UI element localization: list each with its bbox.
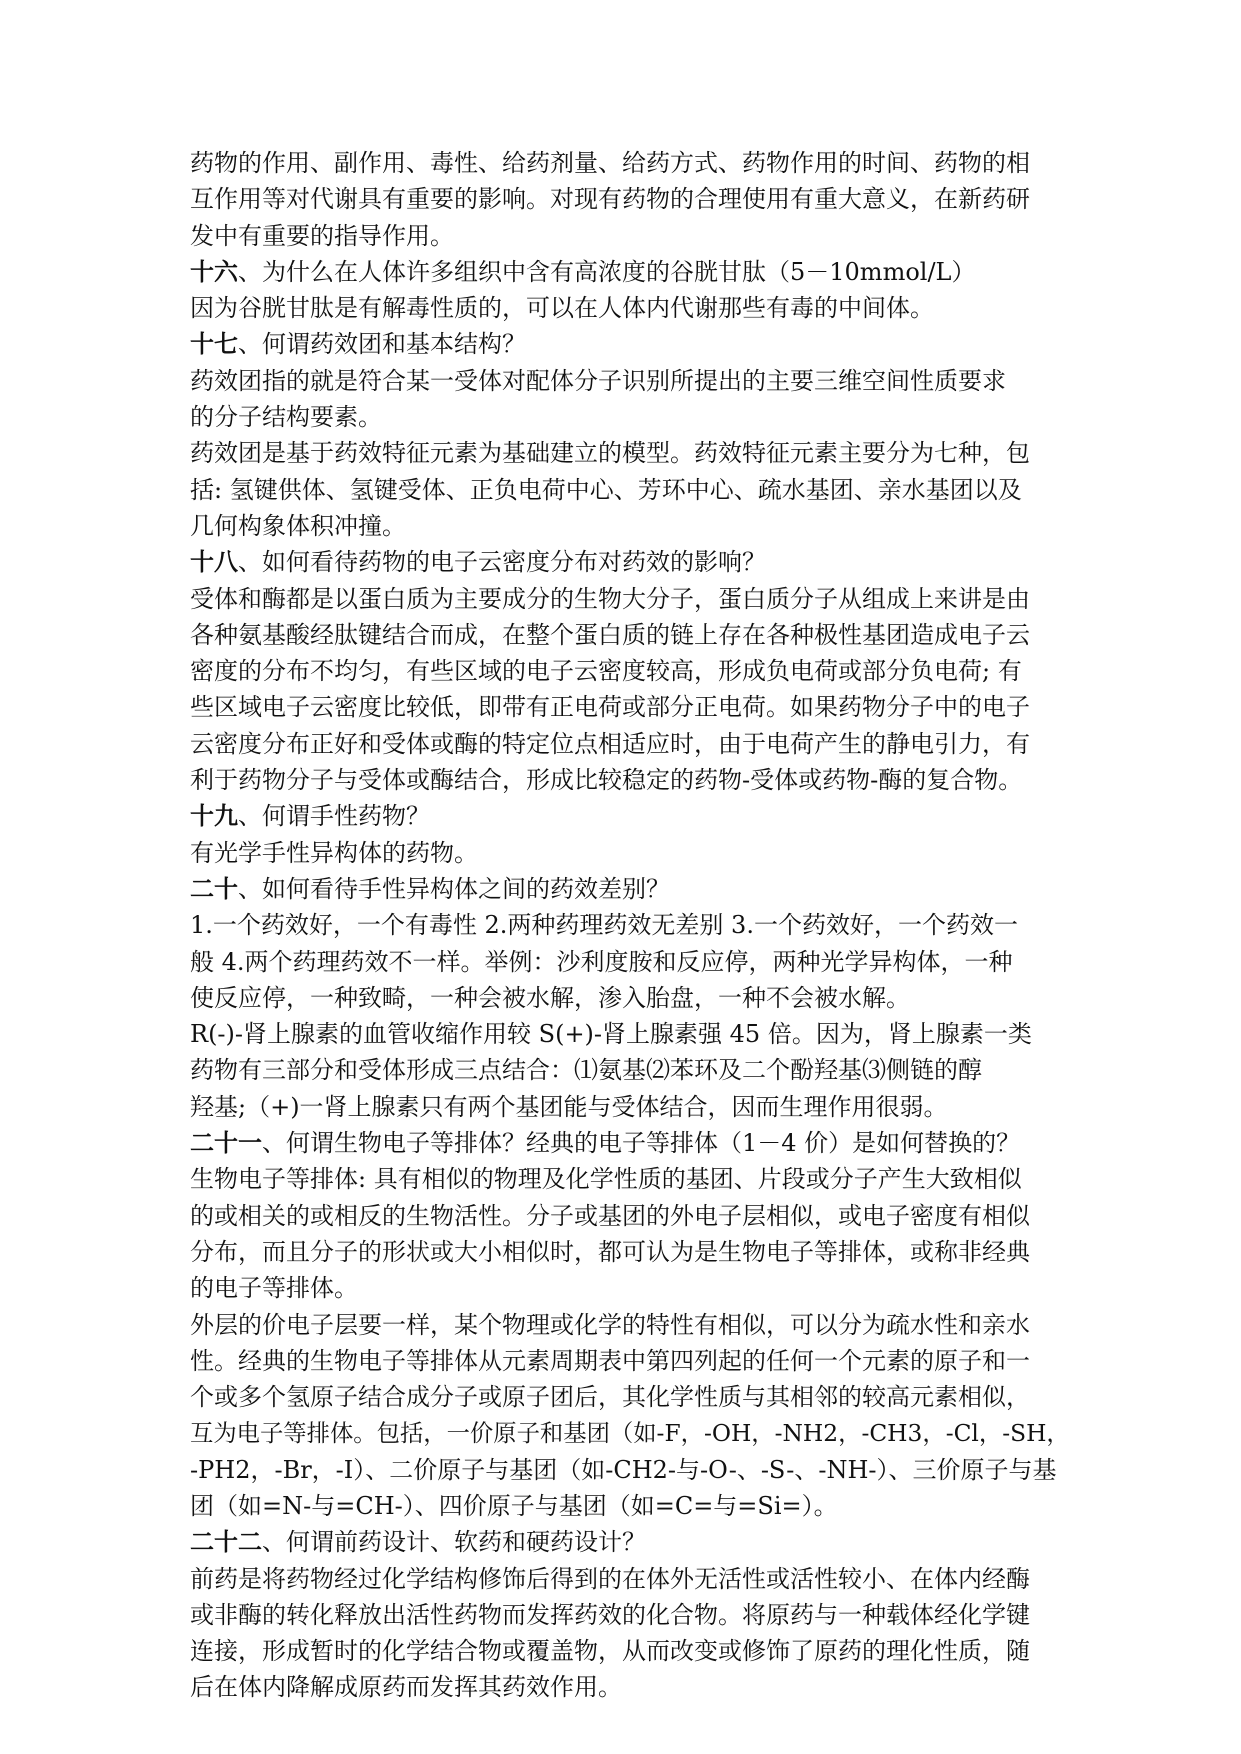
question-text: 、何谓手性药物？ — [238, 802, 430, 831]
text-line: 药物的作用、副作用、毒性、给药剂量、给药方式、药物作用的时间、药物的相 — [190, 149, 1030, 177]
text-line: 各种氨基酸经肽键结合而成，在整个蛋白质的链上存在各种极性基团造成电子云 — [190, 620, 1030, 649]
text-line: 连接，形成暂时的化学结合物或覆盖物，从而改变或修饰了原药的理化性质，随 — [190, 1637, 1030, 1666]
question-number: 二十一 — [190, 1128, 262, 1158]
question-heading — [190, 254, 1070, 290]
text-line: 使反应停，一种致畸，一种会被水解，渗入胎盘，一种不会被水解。 — [190, 983, 910, 1012]
text-line: 发中有重要的指导作用。 — [190, 221, 454, 250]
text-line: 性。经典的生物电子等排体从元素周期表中第四列起的任何一个元素的原子和一 — [190, 1346, 1030, 1375]
text-line: 因为谷胱甘肽是有解毒性质的，可以在人体内代谢那些有毒的中间体。 — [190, 294, 934, 323]
text-line: -PH2，-Br，-I）、二价原子与基团（如-CH2-与-O-、-S-、-NH-）、三价原子与基 — [190, 1455, 1057, 1484]
text-line: 或非酶的转化释放出活性药物而发挥药效的化合物。将原药与一种载体经化学键 — [190, 1600, 1030, 1629]
question-heading — [190, 326, 1070, 362]
question-number: 十九 — [190, 801, 238, 831]
text-line: 云密度分布正好和受体或酶的特定位点相适应时，由于电荷产生的静电引力，有 — [190, 729, 1030, 758]
question-text: 、如何看待手性异构体之间的药效差别？ — [238, 874, 670, 903]
text-line: 的或相关的或相反的生物活性。分子或基团的外电子层相似，或电子密度有相似 — [190, 1201, 1030, 1230]
text-line: 后在体内降解成原药而发挥其药效作用。 — [190, 1673, 622, 1702]
text-line: 药效团指的就是符合某一受体对配体分子识别所提出的主要三维空间性质要求 — [190, 366, 1006, 395]
text-line: 括: 氢键供体、氢键受体、正负电荷中心、芳环中心、疏水基团、亲水基团以及 — [190, 475, 1022, 504]
text-line: 密度的分布不均匀，有些区域的电子云密度较高，形成负电荷或部分负电荷; 有 — [190, 657, 1022, 686]
text-line: 些区域电子云密度比较低，即带有正电荷或部分正电荷。如果药物分子中的电子 — [190, 693, 1030, 722]
question-heading — [190, 798, 1070, 834]
text-line: 前药是将药物经过化学结构修饰后得到的在体外无活性或活性较小、在体内经酶 — [190, 1564, 1030, 1593]
text-line: 互作用等对代谢具有重要的影响。对现有药物的合理使用有重大意义，在新药研 — [190, 185, 1030, 214]
question-number: 十六 — [190, 256, 238, 286]
text-line: 利于药物分子与受体或酶结合，形成比较稳定的药物-受体或药物-酶的复合物。 — [190, 766, 1023, 795]
text-line: 个或多个氢原子结合成分子或原子团后，其化学性质与其相邻的较高元素相似， — [190, 1383, 1030, 1412]
document-page — [190, 145, 1070, 1706]
text-line: R(-)-肾上腺素的血管收缩作用较 S(+)-肾上腺素强 45 倍。因为，肾上腺素一类 — [190, 1020, 1032, 1049]
question-number: 十八 — [190, 547, 238, 577]
question-text: 、何谓生物电子等排体？经典的电子等排体（1－4 价）是如何替换的？ — [262, 1129, 1021, 1158]
text-line: 般 4.两个药理药效不一样。举例：沙利度胺和反应停，两种光学异构体，一种 — [190, 947, 1013, 976]
text-line: 1.一个药效好，一个有毒性 2.两种药理药效无差别 3.一个药效好，一个药效一 — [190, 911, 1018, 940]
text-line: 的电子等排体。 — [190, 1274, 358, 1303]
question-text: 、如何看待药物的电子云密度分布对药效的影响？ — [238, 548, 766, 577]
text-line: 药物有三部分和受体形成三点结合：⑴氨基⑵苯环及二个酚羟基⑶侧链的醇 — [190, 1056, 982, 1085]
question-heading — [190, 1125, 1070, 1161]
question-heading — [190, 1524, 1070, 1560]
text-line: 生物电子等排体: 具有相似的物理及化学性质的基团、片段或分子产生大致相似 — [190, 1165, 1022, 1194]
question-number: 二十二 — [190, 1527, 262, 1557]
text-line: 几何构象体积冲撞。 — [190, 511, 406, 540]
question-number: 十七 — [190, 329, 238, 359]
text-line: 分布，而且分子的形状或大小相似时，都可认为是生物电子等排体，或称非经典 — [190, 1237, 1030, 1266]
question-text: 、为什么在人体许多组织中含有高浓度的谷胱甘肽（5－10mmol/L） — [238, 257, 976, 286]
text-line: 团（如=N-与=CH-）、四价原子与基团（如=C=与=Si=）。 — [190, 1491, 838, 1520]
text-line: 有光学手性异构体的药物。 — [190, 838, 478, 867]
text-line: 羟基;（+)一肾上腺素只有两个基团能与受体结合，因而生理作用很弱。 — [190, 1092, 948, 1121]
question-text: 、何谓药效团和基本结构？ — [238, 330, 526, 359]
text-line: 的分子结构要素。 — [190, 403, 382, 432]
question-heading — [190, 871, 1070, 907]
question-number: 二十 — [190, 873, 238, 903]
text-line: 外层的价电子层要一样，某个物理或化学的特性有相似，可以分为疏水性和亲水 — [190, 1310, 1030, 1339]
question-text: 、何谓前药设计、软药和硬药设计？ — [262, 1528, 646, 1557]
text-line: 受体和酶都是以蛋白质为主要成分的生物大分子，蛋白质分子从组成上来讲是由 — [190, 584, 1030, 613]
text-line: 药效团是基于药效特征元素为基础建立的模型。药效特征元素主要分为七种，包 — [190, 439, 1030, 468]
question-heading — [190, 544, 1070, 580]
text-line: 互为电子等排体。包括，一价原子和基团（如-F，-OH，-NH2，-CH3，-Cl，-SH， — [190, 1419, 1070, 1448]
